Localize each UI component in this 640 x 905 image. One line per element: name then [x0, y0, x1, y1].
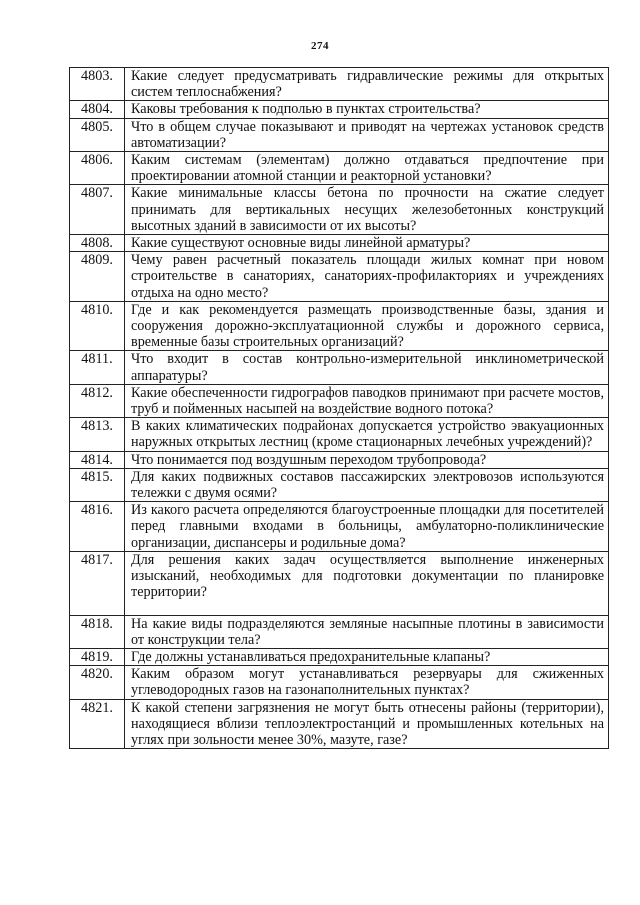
question-number: 4808.	[70, 235, 125, 252]
question-text: Из какого расчета определяются благоустроенные площадки для посетителей перед главными входами в больницы, амбулаторно-поликлинические организации, диспансеры и родильные дома?	[125, 502, 609, 552]
question-number: 4806.	[70, 152, 125, 185]
table-row	[70, 301, 609, 351]
question-number: 4804.	[70, 101, 125, 118]
question-number: 4821.	[70, 699, 125, 749]
question-text: Для решения каких задач осуществляется выполнение инженерных изысканий, необходимых для подготовки документации по планировке территории?	[125, 551, 609, 615]
question-number: 4805.	[70, 118, 125, 151]
question-number: 4820.	[70, 666, 125, 699]
table-row	[70, 351, 609, 384]
table-row	[70, 68, 609, 101]
question-number: 4815.	[70, 468, 125, 501]
question-text: Что входит в состав контрольно-измерительной инклинометрической аппаратуры?	[125, 351, 609, 384]
question-number: 4811.	[70, 351, 125, 384]
table-row	[70, 468, 609, 501]
question-text: Что в общем случае показывают и приводят на чертежах установок средств автоматизации?	[125, 118, 609, 151]
table-row	[70, 666, 609, 699]
question-number: 4818.	[70, 615, 125, 648]
table-row	[70, 235, 609, 252]
question-number: 4814.	[70, 451, 125, 468]
question-number: 4813.	[70, 418, 125, 451]
table-row	[70, 551, 609, 615]
question-text: Какие следует предусматривать гидравлические режимы для открытых систем теплоснабжения?	[125, 68, 609, 101]
question-text: В каких климатических подрайонах допускается устройство эвакуационных наружных открытых лестниц (кроме стационарных лечебных учреждений)?	[125, 418, 609, 451]
table-row	[70, 418, 609, 451]
question-number: 4809.	[70, 252, 125, 302]
question-number: 4812.	[70, 384, 125, 417]
table-row	[70, 384, 609, 417]
question-text: Что понимается под воздушным переходом трубопровода?	[125, 451, 609, 468]
table-row	[70, 185, 609, 235]
page-number: 274	[311, 40, 329, 52]
question-text: Каковы требования к подполью в пунктах строительства?	[125, 101, 609, 118]
question-number: 4803.	[70, 68, 125, 101]
question-text: Чему равен расчетный показатель площади жилых комнат при новом строительстве в санаториях, санаториях-профилакториях и учреждениях отдыха на одно место?	[125, 252, 609, 302]
question-number: 4817.	[70, 551, 125, 615]
question-text: Какие существуют основные виды линейной арматуры?	[125, 235, 609, 252]
table-row	[70, 451, 609, 468]
question-number: 4807.	[70, 185, 125, 235]
question-text: Каким образом могут устанавливаться резервуары для сжиженных углеводородных газов на газонаполнительных пунктах?	[125, 666, 609, 699]
question-text: Какие обеспеченности гидрографов паводков принимают при расчете мостов, труб и пойменных насыпей на воздействие водного потока?	[125, 384, 609, 417]
table-row	[70, 252, 609, 302]
table-row	[70, 502, 609, 552]
question-text: Для каких подвижных составов пассажирских электровозов используются тележки с двумя осями?	[125, 468, 609, 501]
question-text: Какие минимальные классы бетона по прочности на сжатие следует принимать для вертикальных несущих железобетонных конструкций высотных зданий в зависимости от их высоты?	[125, 185, 609, 235]
question-text: Где и как рекомендуется размещать производственные базы, здания и сооружения дорожно-эксплуатационной службы и дорожного сервиса, временные базы строительных организаций?	[125, 301, 609, 351]
table-row	[70, 152, 609, 185]
question-text: К какой степени загрязнения не могут быть отнесены районы (территории), находящиеся вблизи теплоэлектростанций и промышленных котельных на углях при зольности менее 30%, мазуте, газе?	[125, 699, 609, 749]
question-number: 4816.	[70, 502, 125, 552]
table-row	[70, 699, 609, 749]
question-number: 4810.	[70, 301, 125, 351]
question-text: На какие виды подразделяются земляные насыпные плотины в зависимости от конструкции тела?	[125, 615, 609, 648]
question-number: 4819.	[70, 648, 125, 665]
table-row	[70, 648, 609, 665]
table-row	[70, 615, 609, 648]
question-text: Каким системам (элементам) должно отдаваться предпочтение при проектировании атомной станции и реакторной установки?	[125, 152, 609, 185]
question-text: Где должны устанавливаться предохранительные клапаны?	[125, 648, 609, 665]
questions-table	[69, 67, 609, 749]
table-row	[70, 101, 609, 118]
table-row	[70, 118, 609, 151]
